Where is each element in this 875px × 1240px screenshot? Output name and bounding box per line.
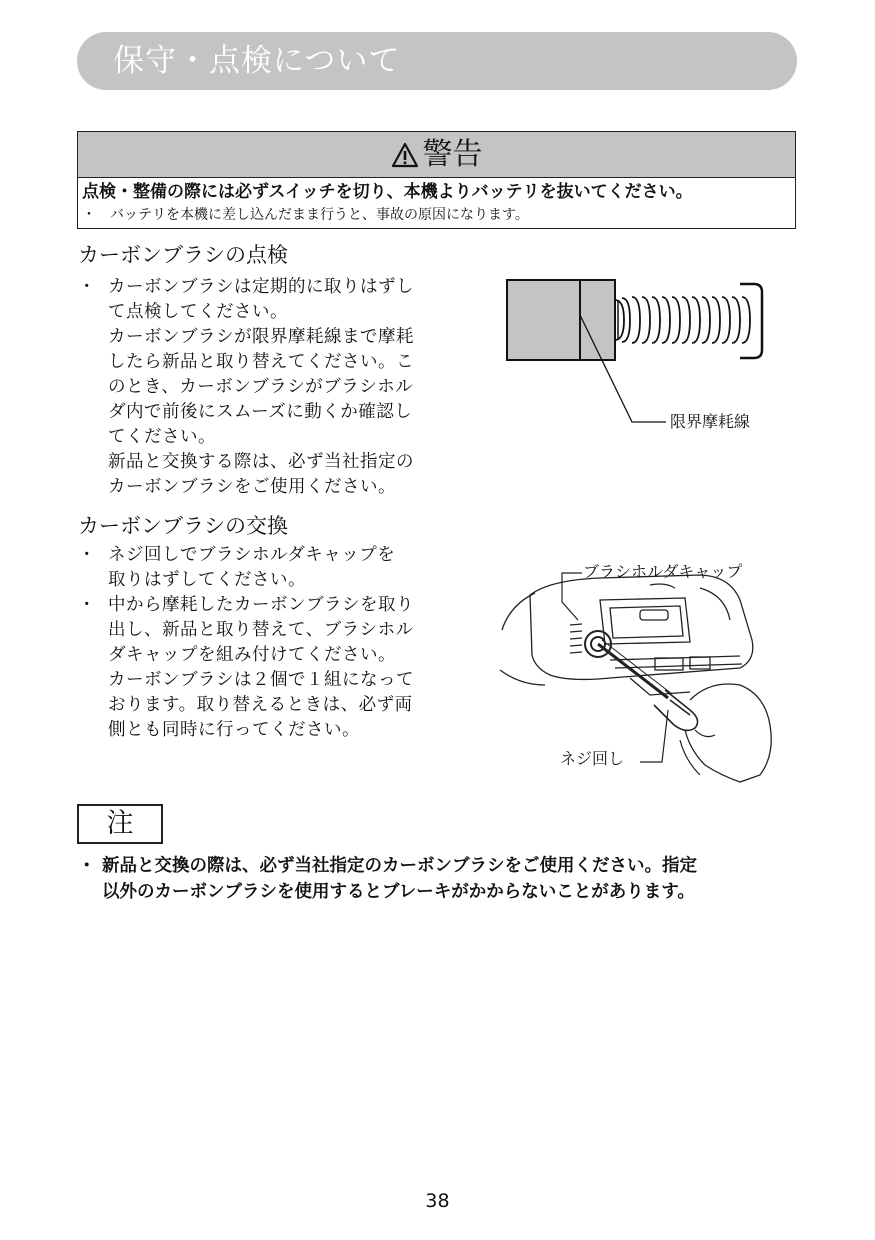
section-title-inspection: カーボンブラシの点検 [78, 243, 288, 267]
text-line: カーボンブラシは２個で１組になって [108, 670, 414, 690]
section-title-replacement: カーボンブラシの交換 [78, 514, 288, 538]
brush-holder-cap-label: ブラシホルダキャップ [583, 562, 743, 581]
page-number: 38 [425, 1190, 450, 1212]
bullet-mark: ・ [78, 545, 96, 565]
text-line: ダ内で前後にスムーズに動くか確認し [108, 402, 413, 422]
wear-limit-line-label: 限界摩耗線 [670, 412, 751, 431]
list-item [78, 853, 798, 879]
screwdriver-label: ネジ回し [560, 749, 625, 768]
text-line: て点検してください。 [108, 302, 288, 322]
bullet-mark: ・ [82, 207, 96, 223]
page-title: 保守・点検について [113, 43, 401, 79]
bullet-mark: ・ [78, 277, 96, 297]
brush-cap-removal-illustration [490, 560, 790, 790]
warning-box [77, 131, 796, 229]
warning-title: 警告 [422, 136, 483, 172]
text-line: 側とも同時に行ってください。 [108, 720, 360, 740]
warning-header [78, 132, 795, 178]
warning-main-text: 点検・整備の際には必ずスイッチを切り、本機よりバッテリを抜いてください。 [82, 182, 693, 202]
text-line: カーボンブラシが限界摩耗線まで摩耗 [108, 327, 414, 347]
text-line: 以外のカーボンブラシを使用するとブレーキがかからないことがあります。 [102, 882, 695, 902]
text-line: カーボンブラシは定期的に取りはずし [108, 277, 414, 297]
text-line: 中から摩耗したカーボンブラシを取り [108, 595, 414, 615]
inspection-paragraph [78, 275, 468, 500]
bullet-mark: ・ [78, 856, 96, 876]
text-line: 取りはずしてください。 [108, 570, 306, 590]
text-line: おります。取り替えるときは、必ず両 [108, 695, 413, 715]
text-line: 新品と交換する際は、必ず当社指定の [108, 452, 414, 472]
note-text [78, 853, 798, 905]
warning-sub-text [82, 205, 529, 225]
text-line: てください。 [108, 427, 216, 447]
warning-triangle-icon [391, 142, 419, 168]
text-line: のとき、カーボンブラシがブラシホル [108, 377, 414, 397]
replacement-paragraph [78, 543, 468, 743]
list-item [78, 543, 468, 568]
text-line: 新品と交換の際は、必ず当社指定のカーボンブラシをご使用ください。指定 [102, 856, 697, 876]
text-line: カーボンブラシをご使用ください。 [108, 477, 396, 497]
text-line: ネジ回しでブラシホルダキャップを [108, 545, 396, 565]
text-line: ダキャップを組み付けてください。 [108, 645, 396, 665]
text-line: 出し、新品と取り替えて、ブラシホル [108, 620, 414, 640]
list-item [78, 593, 468, 618]
note-title-box: 注 [77, 804, 163, 844]
bullet-mark: ・ [78, 595, 96, 615]
text-line: したら新品と取り替えてください。こ [108, 352, 414, 372]
warning-sub-line: バッテリを本機に差し込んだまま行うと、事故の原因になります。 [110, 207, 529, 223]
list-item [78, 275, 468, 300]
